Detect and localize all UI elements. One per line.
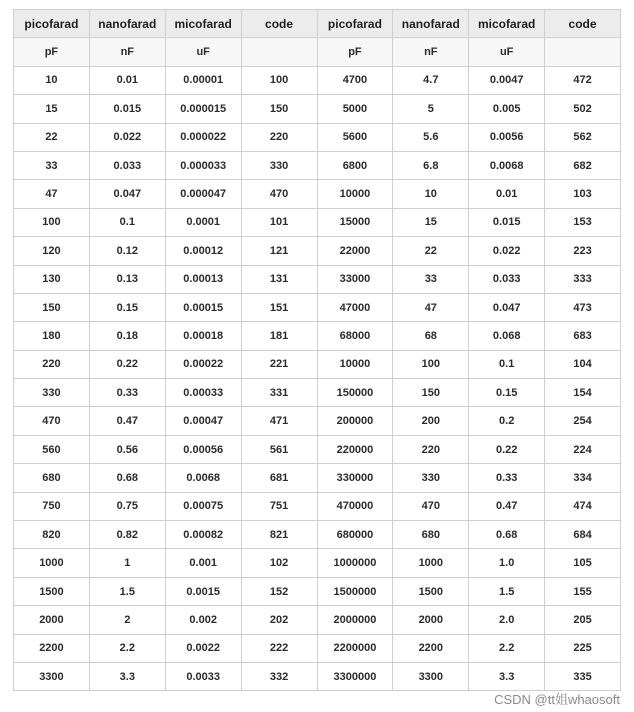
unit-cell: nF: [89, 38, 165, 66]
table-cell: 0.000022: [165, 123, 241, 151]
table-cell: 153: [545, 208, 621, 236]
table-cell: 100: [241, 66, 317, 94]
table-cell: 220: [241, 123, 317, 151]
table-row: [14, 350, 621, 378]
table-cell: 220: [393, 435, 469, 463]
table-cell: 1.5: [469, 577, 545, 605]
table-cell: 0.0068: [165, 464, 241, 492]
table-row: [14, 464, 621, 492]
table-cell: 502: [545, 95, 621, 123]
table-row: [14, 492, 621, 520]
table-cell: 202: [241, 606, 317, 634]
table-cell: 205: [545, 606, 621, 634]
table-cell: 0.002: [165, 606, 241, 634]
table-cell: 681: [241, 464, 317, 492]
table-cell: 1.5: [89, 577, 165, 605]
table-cell: 5600: [317, 123, 393, 151]
table-cell: 470000: [317, 492, 393, 520]
table-cell: 47: [393, 293, 469, 321]
table-cell: 1000000: [317, 549, 393, 577]
table-cell: 0.22: [89, 350, 165, 378]
table-cell: 683: [545, 322, 621, 350]
table-row: [14, 634, 621, 662]
table-cell: 0.022: [469, 237, 545, 265]
table-cell: 0.033: [469, 265, 545, 293]
table-cell: 120: [14, 237, 90, 265]
table-cell: 2200000: [317, 634, 393, 662]
column-header: picofarad: [14, 10, 90, 38]
unit-cell: pF: [317, 38, 393, 66]
table-cell: 334: [545, 464, 621, 492]
table-cell: 0.47: [469, 492, 545, 520]
table-cell: 0.1: [89, 208, 165, 236]
table-cell: 562: [545, 123, 621, 151]
table-row: [14, 549, 621, 577]
table-cell: 0.005: [469, 95, 545, 123]
table-cell: 333: [545, 265, 621, 293]
table-row: [14, 577, 621, 605]
table-cell: 150: [14, 293, 90, 321]
table-cell: 680: [393, 521, 469, 549]
table-cell: 0.015: [89, 95, 165, 123]
table-cell: 2000: [14, 606, 90, 634]
table-cell: 0.82: [89, 521, 165, 549]
table-cell: 220000: [317, 435, 393, 463]
unit-cell: nF: [393, 38, 469, 66]
table-cell: 335: [545, 662, 621, 690]
unit-cell: uF: [469, 38, 545, 66]
table-cell: 471: [241, 407, 317, 435]
table-cell: 104: [545, 350, 621, 378]
table-cell: 0.15: [89, 293, 165, 321]
table-cell: 0.000033: [165, 151, 241, 179]
table-cell: 0.00022: [165, 350, 241, 378]
table-cell: 0.68: [89, 464, 165, 492]
unit-cell: pF: [14, 38, 90, 66]
table-cell: 1: [89, 549, 165, 577]
table-cell: 200000: [317, 407, 393, 435]
table-cell: 330000: [317, 464, 393, 492]
table-cell: 0.00056: [165, 435, 241, 463]
table-cell: 0.01: [469, 180, 545, 208]
table-cell: 0.15: [469, 379, 545, 407]
column-header: micofarad: [469, 10, 545, 38]
table-cell: 0.75: [89, 492, 165, 520]
table-cell: 0.068: [469, 322, 545, 350]
table-row: [14, 435, 621, 463]
table-cell: 200: [393, 407, 469, 435]
table-cell: 470: [393, 492, 469, 520]
table-cell: 0.00001: [165, 66, 241, 94]
table-cell: 4700: [317, 66, 393, 94]
table-cell: 0.47: [89, 407, 165, 435]
table-cell: 332: [241, 662, 317, 690]
table-cell: 0.015: [469, 208, 545, 236]
table-cell: 680: [14, 464, 90, 492]
table-cell: 0.00082: [165, 521, 241, 549]
table-cell: 33000: [317, 265, 393, 293]
table-cell: 472: [545, 66, 621, 94]
table-cell: 0.001: [165, 549, 241, 577]
table-cell: 3.3: [89, 662, 165, 690]
column-header: nanofarad: [89, 10, 165, 38]
table-cell: 0.2: [469, 407, 545, 435]
table-cell: 2200: [393, 634, 469, 662]
table-cell: 0.18: [89, 322, 165, 350]
table-cell: 2000000: [317, 606, 393, 634]
table-cell: 0.00015: [165, 293, 241, 321]
table-cell: 10: [14, 66, 90, 94]
table-cell: 0.33: [89, 379, 165, 407]
table-cell: 3300: [393, 662, 469, 690]
table-cell: 0.00013: [165, 265, 241, 293]
table-cell: 155: [545, 577, 621, 605]
table-cell: 5.6: [393, 123, 469, 151]
table-cell: 473: [545, 293, 621, 321]
table-cell: 751: [241, 492, 317, 520]
table-cell: 150000: [317, 379, 393, 407]
unit-row: [14, 38, 621, 66]
table-cell: 684: [545, 521, 621, 549]
table-cell: 1500: [393, 577, 469, 605]
capacitor-code-table: [13, 9, 621, 691]
table-cell: 1000: [393, 549, 469, 577]
unit-cell: [241, 38, 317, 66]
table-cell: 560: [14, 435, 90, 463]
table-cell: 0.01: [89, 66, 165, 94]
column-header: code: [241, 10, 317, 38]
table-cell: 331: [241, 379, 317, 407]
table-cell: 750: [14, 492, 90, 520]
table-cell: 3.3: [469, 662, 545, 690]
table-cell: 15: [393, 208, 469, 236]
table-cell: 561: [241, 435, 317, 463]
table-cell: 330: [14, 379, 90, 407]
table-cell: 105: [545, 549, 621, 577]
table-cell: 254: [545, 407, 621, 435]
table-cell: 100: [14, 208, 90, 236]
table-cell: 121: [241, 237, 317, 265]
table-row: [14, 123, 621, 151]
table-row: [14, 293, 621, 321]
table-cell: 151: [241, 293, 317, 321]
table-cell: 5: [393, 95, 469, 123]
table-row: [14, 379, 621, 407]
table-cell: 150: [393, 379, 469, 407]
table-cell: 0.00012: [165, 237, 241, 265]
table-row: [14, 265, 621, 293]
table-cell: 0.047: [469, 293, 545, 321]
table-cell: 4.7: [393, 66, 469, 94]
table-cell: 152: [241, 577, 317, 605]
table-cell: 1.0: [469, 549, 545, 577]
table-cell: 15000: [317, 208, 393, 236]
table-cell: 130: [14, 265, 90, 293]
table-cell: 0.0015: [165, 577, 241, 605]
table-cell: 0.047: [89, 180, 165, 208]
table-cell: 680000: [317, 521, 393, 549]
table-cell: 821: [241, 521, 317, 549]
table-cell: 474: [545, 492, 621, 520]
table-cell: 330: [393, 464, 469, 492]
table-cell: 223: [545, 237, 621, 265]
table-cell: 225: [545, 634, 621, 662]
table-cell: 47000: [317, 293, 393, 321]
table-cell: 6.8: [393, 151, 469, 179]
table-cell: 5000: [317, 95, 393, 123]
table-row: [14, 407, 621, 435]
table-cell: 102: [241, 549, 317, 577]
table-cell: 0.00018: [165, 322, 241, 350]
table-cell: 47: [14, 180, 90, 208]
table-cell: 222: [241, 634, 317, 662]
table-row: [14, 151, 621, 179]
table-cell: 2: [89, 606, 165, 634]
table-cell: 181: [241, 322, 317, 350]
table-cell: 0.0022: [165, 634, 241, 662]
table-cell: 820: [14, 521, 90, 549]
table-cell: 22000: [317, 237, 393, 265]
table-row: [14, 180, 621, 208]
table-cell: 0.033: [89, 151, 165, 179]
table-cell: 15: [14, 95, 90, 123]
table-body: [14, 38, 621, 691]
table-cell: 0.000015: [165, 95, 241, 123]
table-cell: 0.0001: [165, 208, 241, 236]
table-cell: 2.0: [469, 606, 545, 634]
table-cell: 150: [241, 95, 317, 123]
table-cell: 470: [14, 407, 90, 435]
table-cell: 2000: [393, 606, 469, 634]
header-row: [14, 10, 621, 38]
column-header: micofarad: [165, 10, 241, 38]
table-cell: 470: [241, 180, 317, 208]
table-cell: 0.0068: [469, 151, 545, 179]
table-row: [14, 66, 621, 94]
table-cell: 10000: [317, 180, 393, 208]
unit-cell: [545, 38, 621, 66]
column-header: picofarad: [317, 10, 393, 38]
column-header: code: [545, 10, 621, 38]
table-cell: 1500: [14, 577, 90, 605]
table-cell: 3300000: [317, 662, 393, 690]
table-cell: 101: [241, 208, 317, 236]
table-row: [14, 208, 621, 236]
table-cell: 0.00047: [165, 407, 241, 435]
table-cell: 154: [545, 379, 621, 407]
table-cell: 6800: [317, 151, 393, 179]
table-cell: 33: [14, 151, 90, 179]
table-cell: 0.1: [469, 350, 545, 378]
table-cell: 103: [545, 180, 621, 208]
table-cell: 0.00075: [165, 492, 241, 520]
table-cell: 68: [393, 322, 469, 350]
table-row: [14, 237, 621, 265]
watermark: CSDN @tt姐whaosoft: [494, 692, 620, 707]
table-cell: 0.000047: [165, 180, 241, 208]
table-cell: 0.0047: [469, 66, 545, 94]
table-cell: 10: [393, 180, 469, 208]
table-cell: 221: [241, 350, 317, 378]
table-row: [14, 662, 621, 690]
table-cell: 1500000: [317, 577, 393, 605]
table-cell: 3300: [14, 662, 90, 690]
table-cell: 68000: [317, 322, 393, 350]
table-cell: 0.22: [469, 435, 545, 463]
table-cell: 2.2: [469, 634, 545, 662]
table-row: [14, 322, 621, 350]
table-cell: 0.33: [469, 464, 545, 492]
table-cell: 131: [241, 265, 317, 293]
table-cell: 2.2: [89, 634, 165, 662]
table-cell: 330: [241, 151, 317, 179]
table-cell: 0.00033: [165, 379, 241, 407]
table-cell: 33: [393, 265, 469, 293]
table-cell: 10000: [317, 350, 393, 378]
table-cell: 0.0033: [165, 662, 241, 690]
table-row: [14, 521, 621, 549]
table-cell: 0.13: [89, 265, 165, 293]
table-cell: 682: [545, 151, 621, 179]
table-cell: 0.12: [89, 237, 165, 265]
table-cell: 220: [14, 350, 90, 378]
table-cell: 180: [14, 322, 90, 350]
table-cell: 0.022: [89, 123, 165, 151]
table-cell: 22: [14, 123, 90, 151]
unit-cell: uF: [165, 38, 241, 66]
table-cell: 0.0056: [469, 123, 545, 151]
table-cell: 22: [393, 237, 469, 265]
table-cell: 100: [393, 350, 469, 378]
table-cell: 0.68: [469, 521, 545, 549]
table-row: [14, 95, 621, 123]
table-cell: 1000: [14, 549, 90, 577]
table-cell: 2200: [14, 634, 90, 662]
table-cell: 224: [545, 435, 621, 463]
column-header: nanofarad: [393, 10, 469, 38]
table-cell: 0.56: [89, 435, 165, 463]
table-row: [14, 606, 621, 634]
